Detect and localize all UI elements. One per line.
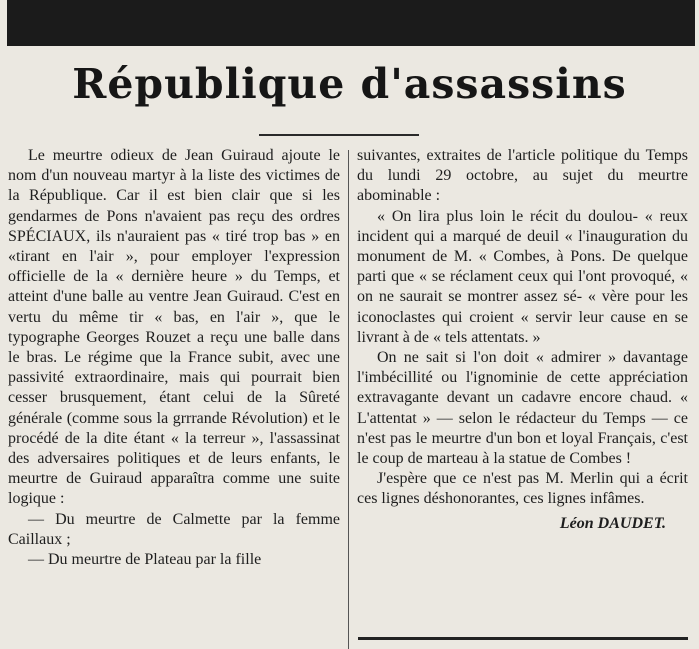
right-paragraph-3: J'espère que ce n'est pas M. Merlin qui a écrit ces lignes déshonorantes, ces lignes infâmes. bbox=[357, 470, 688, 508]
left-column bbox=[8, 146, 340, 570]
headline-rule bbox=[259, 134, 419, 136]
left-paragraph-1: Le meurtre odieux de Jean Guiraud ajoute le nom d'un nouveau martyr à la liste des victimes de la République. Car il est bien clair que si les gendarmes de Pons n'avaient pas reçu des ordres SPÉCIAUX, ils n'auraient pas « tiré trop bas » en «tirant en l'air », pour employer l'expression officielle de la « dernière heure » du Temps, et atteint d'une balle au ventre Jean Guiraud. C'est en vertu du même tir « bas, en l'air », que le typographe Georges Rouzet a reçu une balle dans le bras. Le régime que la France subit, avec une passivité extraordinaire, mais qui pourrait bien cesser brusquement, étant celui de la Sûreté générale (comme sous la grrrande Révolution) et le procédé de la dite étant « la terreur », l'assassinat des adversaires politiques et de leurs enfants, le meurtre de Guiraud apparaîtra comme une suite logique : bbox=[8, 147, 340, 508]
left-paragraph-3: — Du meurtre de Plateau par la fille bbox=[28, 551, 262, 569]
author-signature: Léon DAUDET. bbox=[559, 514, 666, 532]
right-paragraph-2: On ne sait si l'on doit « admirer » davantage l'imbécillité ou l'ignominie de cette appréciation extravagante devant un cadavre encore chaud. « L'attentat » — selon le rédacteur du Temps — ce n'est pas le meurtre d'un bon et loyal Français, c'est le coup de marteau à la statue de Combes ! bbox=[357, 349, 688, 468]
left-paragraph-2: — Du meurtre de Calmette par la femme Caillaux ; bbox=[8, 510, 340, 548]
top-black-band bbox=[7, 0, 695, 46]
bottom-rule bbox=[358, 637, 688, 640]
right-intro: suivantes, extraites de l'article politique du Temps du lundi 29 octobre, au sujet du meurtre abominable : bbox=[357, 147, 688, 205]
right-quote: « On lira plus loin le récit du doulou- « reux incident qui a marqué de deuil « l'inauguration du monument de M. « Combes, à Pons. De quelque parti que « se réclament ceux qui l'ont provoqué, « on ne saurait se montrer assez sé- « vère pour les iconoclastes qui croient « servir leur cause en se livrant à de « tels attentats. » bbox=[357, 207, 688, 346]
right-column bbox=[357, 146, 688, 534]
column-divider bbox=[348, 150, 349, 649]
article-headline: République d'assassins bbox=[72, 60, 627, 108]
